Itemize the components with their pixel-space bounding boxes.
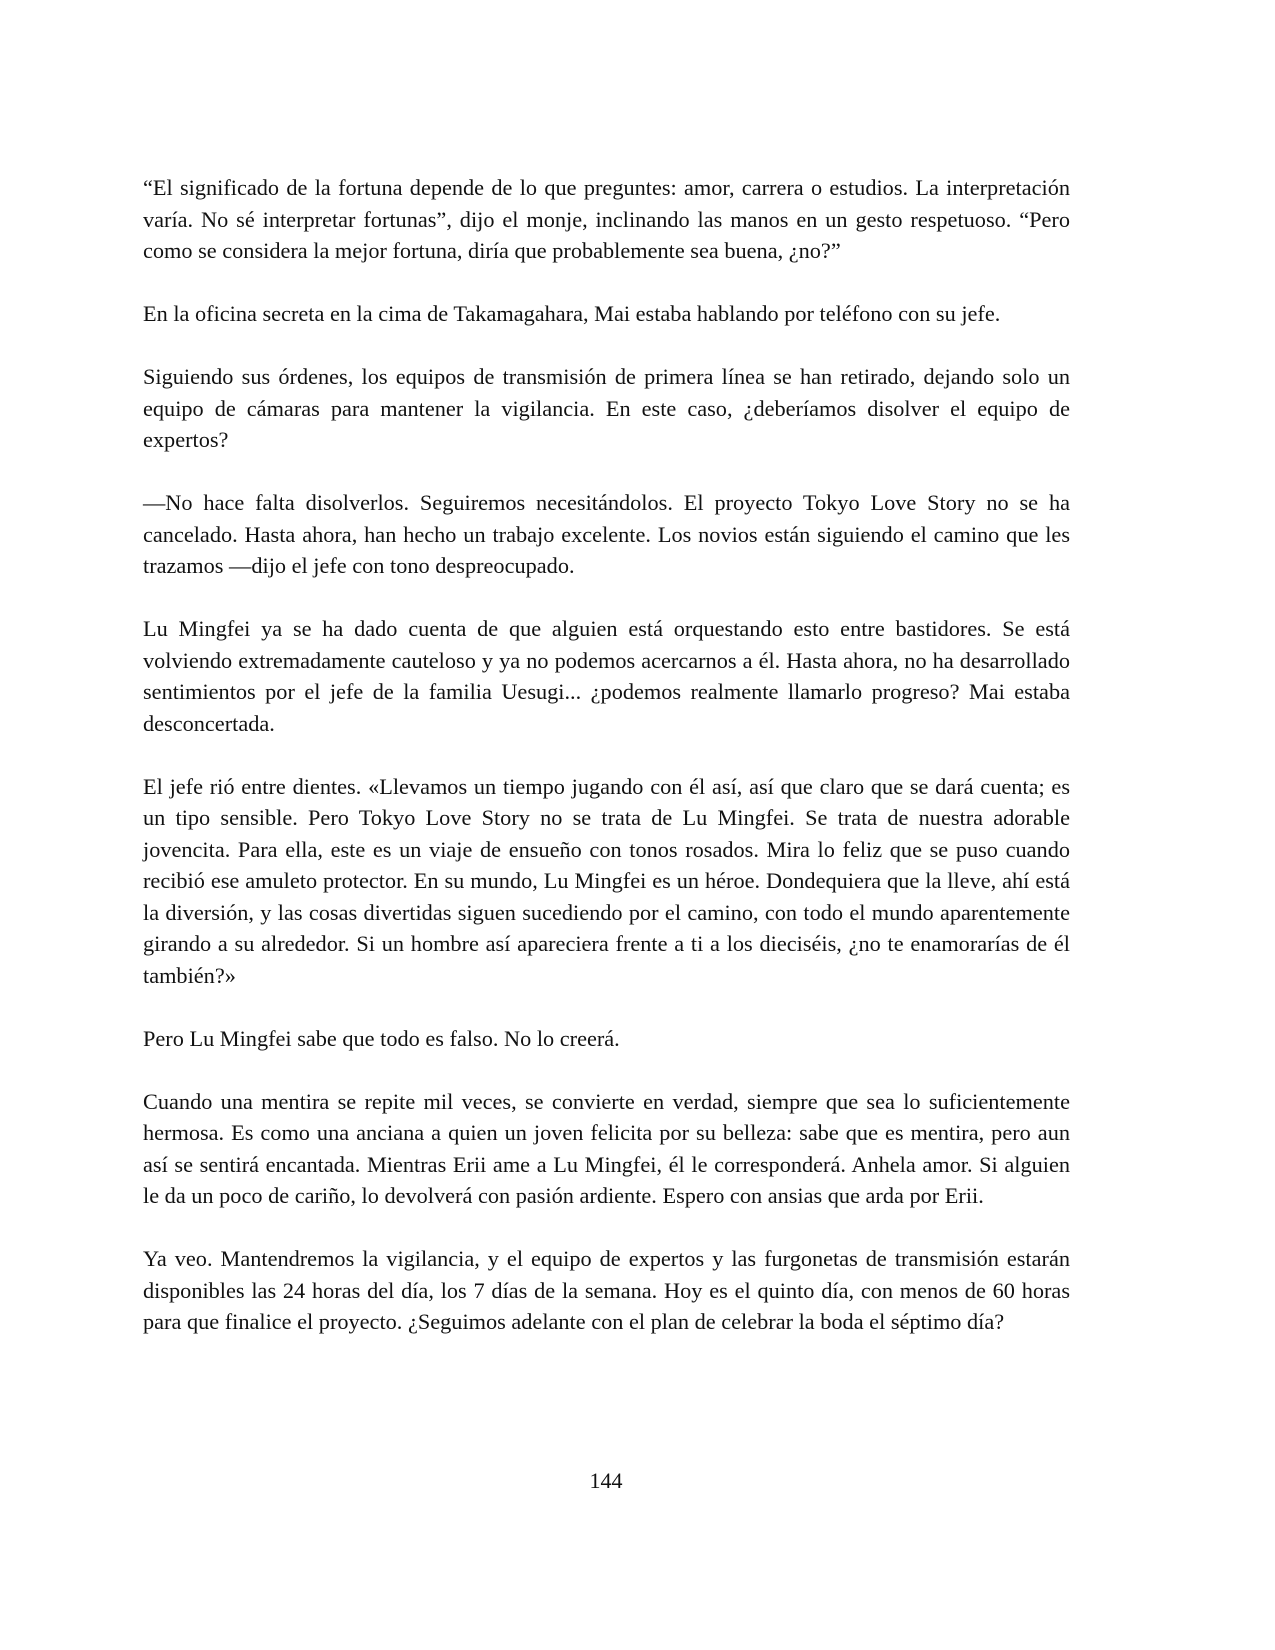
paragraph: “El significado de la fortuna depende de lo que preguntes: amor, carrera o estudios. La interpretación varía. No sé interpretar fortunas”, dijo el monje, inclinando las manos en un gesto respetuoso. “Pero como se considera la mejor fortuna, diría que probablemente sea buena, ¿no?” xyxy=(143,175,1070,263)
paragraph: Pero Lu Mingfei sabe que todo es falso. No lo creerá. xyxy=(143,1025,620,1051)
paragraph: Lu Mingfei ya se ha dado cuenta de que alguien está orquestando esto entre bastidores. Se está volviendo extremadamente cauteloso y ya no podemos acercarnos a él. Hasta ahora, no ha desarrollado sentimientos por el jefe de la familia Uesugi... ¿podemos realmente llamarlo progreso? Mai estaba desconcertada. xyxy=(143,616,1070,736)
page-body xyxy=(143,172,1070,1369)
paragraph: Siguiendo sus órdenes, los equipos de transmisión de primera línea se han retirado, dejando solo un equipo de cámaras para mantener la vigilancia. En este caso, ¿deberíamos disolver el equipo de expertos? xyxy=(143,364,1070,452)
paragraph: Ya veo. Mantendremos la vigilancia, y el equipo de expertos y las furgonetas de transmisión estarán disponibles las 24 horas del día, los 7 días de la semana. Hoy es el quinto día, con menos de 60 horas para que finalice el proyecto. ¿Seguimos adelante con el plan de celebrar la boda el séptimo día? xyxy=(143,1246,1070,1334)
paragraph: Cuando una mentira se repite mil veces, se convierte en verdad, siempre que sea lo suficientemente hermosa. Es como una anciana a quien un joven felicita por su belleza: sabe que es mentira, pero aun así se sentirá encantada. Mientras Erii ame a Lu Mingfei, él le corresponderá. Anhela amor. Si alguien le da un poco de cariño, lo devolverá con pasión ardiente. Espero con ansias que arda por Erii. xyxy=(143,1088,1070,1208)
paragraph: —No hace falta disolverlos. Seguiremos necesitándolos. El proyecto Tokyo Love Story no se ha cancelado. Hasta ahora, han hecho un trabajo excelente. Los novios están siguiendo el camino que les trazamos —dijo el jefe con tono despreocupado. xyxy=(143,490,1070,578)
paragraph: En la oficina secreta en la cima de Takamagahara, Mai estaba hablando por teléfono con su jefe. xyxy=(143,301,1001,326)
page-number: 144 xyxy=(589,1468,623,1493)
paragraph: El jefe rió entre dientes. «Llevamos un tiempo jugando con él así, así que claro que se dará cuenta; es un tipo sensible. Pero Tokyo Love Story no se trata de Lu Mingfei. Se trata de nuestra adorable jovencita. Para ella, este es un viaje de ensueño con tonos rosados. Mira lo feliz que se puso cuando recibió ese amuleto protector. En su mundo, Lu Mingfei es un héroe. Dondequiera que la lleve, ahí está la diversión, y las cosas divertidas siguen sucediendo por el camino, con todo el mundo aparentemente girando a su alrededor. Si un hombre así apareciera frente a ti a los dieciséis, ¿no te enamorarías de él también?» xyxy=(143,773,1070,988)
